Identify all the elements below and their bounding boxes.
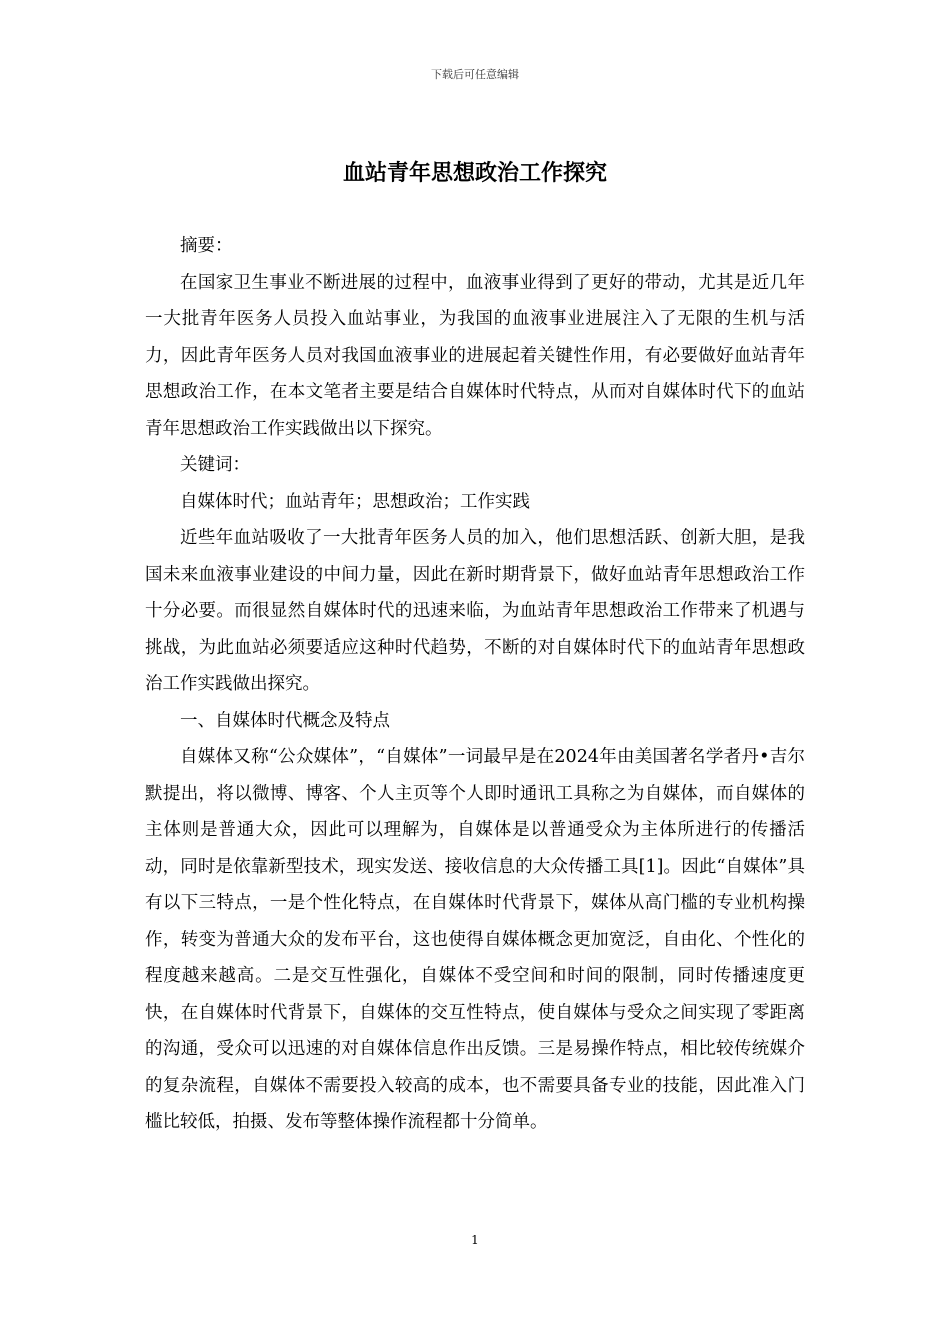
keywords-heading: 关键词：	[180, 455, 250, 475]
section-heading-1: 一、自媒体时代概念及特点	[180, 710, 390, 731]
abstract-paragraph: 在国家卫生事业不断进展的过程中，血液事业得到了更好的带动，尤其是近几年一大批青年医务人员投入血站事业，为我国的血液事业进展注入了无限的生机与活力，因此青年医务人员对我国血液事业的进展起着关键性作用，有必要做好血站青年思想政治工作，在本文笔者主要是结合自媒体时代特点，从而对自媒体时代下的血站青年思想政治工作实践做出以下探究。	[145, 272, 805, 439]
abstract-heading: 摘要：	[180, 236, 233, 256]
document-title: 血站青年思想政治工作探究	[342, 160, 607, 186]
keywords-list: 自媒体时代；血站青年；思想政治；工作实践	[180, 491, 530, 512]
header-note: 下载后可任意编辑	[431, 68, 519, 81]
document-body	[145, 228, 805, 1141]
section-1-paragraph: 自媒体又称“公众媒体”，“自媒体”一词最早是在2024年由美国著名学者丹•吉尔默提出，将以微博、博客、个人主页等个人即时通讯工具称之为自媒体，而自媒体的主体则是普通大众，因此可以理解为，自媒体是以普通受众为主体所进行的传播活动，同时是依靠新型技术，现实发送、接收信息的大众传播工具[1]。因此“自媒体”具有以下三特点，一是个性化特点，在自媒体时代背景下，媒体从高门槛的专业机构操作，转变为普通大众的发布平台，这也使得自媒体概念更加宽泛，自由化、个性化的程度越来越高。二是交互性强化，自媒体不受空间和时间的限制，同时传播速度更快，在自媒体时代背景下，自媒体的交互性特点，使自媒体与受众之间实现了零距离的沟通，受众可以迅速的对自媒体信息作出反馈。三是易操作特点，相比较传统媒介的复杂流程，自媒体不需要投入较高的成本，也不需要具备专业的技能，因此准入门槛比较低，拍摄、发布等整体操作流程都十分简单。	[145, 747, 805, 1132]
intro-paragraph: 近些年血站吸收了一大批青年医务人员的加入，他们思想活跃、创新大胆，是我国未来血液事业建设的中间力量，因此在新时期背景下，做好血站青年思想政治工作十分必要。而很显然自媒体时代的迅速来临，为血站青年思想政治工作带来了机遇与挑战，为此血站必须要适应这种时代趋势，不断的对自媒体时代下的血站青年思想政治工作实践做出探究。	[145, 528, 805, 694]
page-number: 1	[471, 1233, 479, 1247]
